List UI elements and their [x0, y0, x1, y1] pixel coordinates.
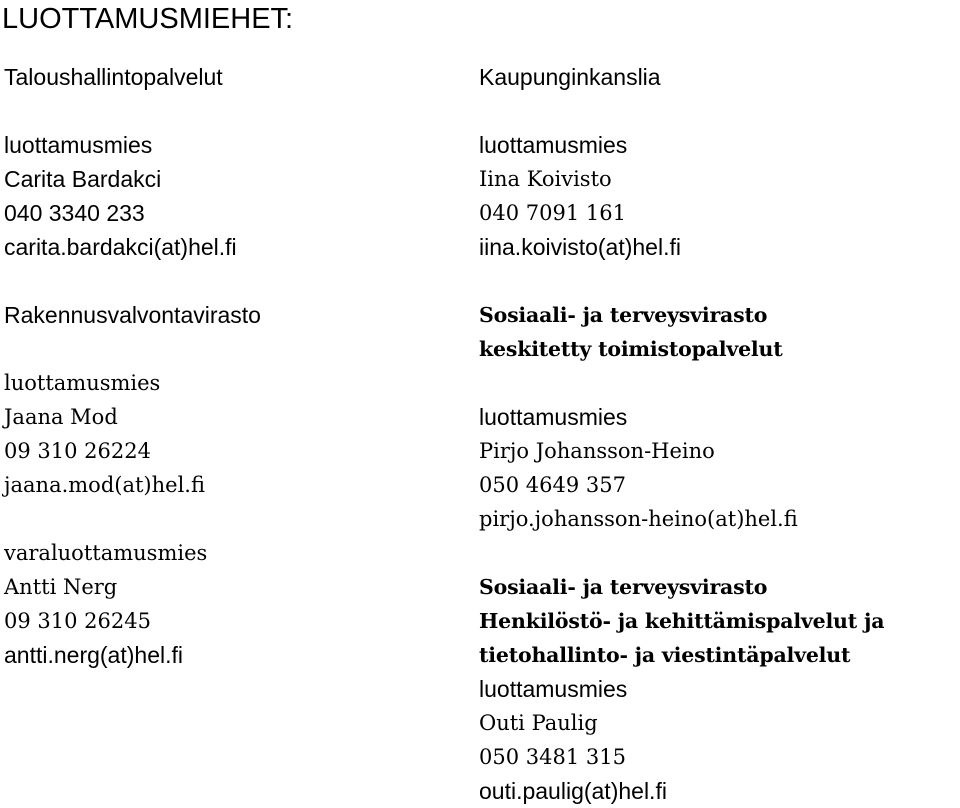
- department-subheading: tietohallinto- ja viestintäpalvelut: [479, 643, 851, 667]
- contact-phone: 050 3481 315: [479, 745, 626, 769]
- contact-name: Jaana Mod: [4, 405, 118, 429]
- contact-name: Carita Bardakci: [4, 166, 162, 192]
- deputy-email: antti.nerg(at)hel.fi: [4, 642, 183, 668]
- contact-role: luottamusmies: [4, 132, 153, 158]
- department-heading: Taloushallintopalvelut: [4, 64, 223, 90]
- contact-email: outi.paulig(at)hel.fi: [479, 778, 667, 804]
- contact-email: jaana.mod(at)hel.fi: [4, 473, 205, 497]
- contact-phone: 050 4649 357: [479, 473, 626, 497]
- contact-role: luottamusmies: [479, 676, 628, 702]
- deputy-role: varaluottamusmies: [4, 541, 208, 565]
- contact-phone: 040 7091 161: [479, 201, 626, 225]
- contact-email: iina.koivisto(at)hel.fi: [479, 234, 681, 260]
- contact-name: Iina Koivisto: [479, 167, 612, 191]
- contact-name: Pirjo Johansson-Heino: [479, 439, 715, 463]
- contact-rakennusvalvontavirasto: [4, 298, 464, 672]
- department-heading: Kaupunginkanslia: [479, 64, 661, 90]
- department-heading: Rakennusvalvontavirasto: [4, 302, 261, 328]
- contact-sosiaali-henkilosto: [479, 570, 957, 808]
- page-title: LUOTTAMUSMIEHET:: [2, 3, 294, 35]
- department-heading: Sosiaali- ja terveysvirasto: [479, 303, 768, 327]
- contact-role: luottamusmies: [479, 404, 628, 430]
- contact-role: luottamusmies: [479, 132, 628, 158]
- contact-role: luottamusmies: [4, 371, 161, 395]
- deputy-name: Antti Nerg: [4, 575, 118, 599]
- contact-kaupunginkanslia: [479, 60, 957, 264]
- contact-email: pirjo.johansson-heino(at)hel.fi: [479, 507, 798, 531]
- right-column: [479, 60, 957, 808]
- department-subheading: Henkilöstö- ja kehittämispalvelut ja: [479, 609, 885, 633]
- contact-sosiaali-keskitetty: [479, 298, 957, 536]
- deputy-phone: 09 310 26245: [4, 609, 151, 633]
- department-heading: Sosiaali- ja terveysvirasto: [479, 575, 768, 599]
- contact-name: Outi Paulig: [479, 711, 598, 735]
- contact-email: carita.bardakci(at)hel.fi: [4, 234, 237, 260]
- contact-taloushallintopalvelut: [4, 60, 464, 264]
- department-subheading: keskitetty toimistopalvelut: [479, 337, 783, 361]
- contact-phone: 040 3340 233: [4, 200, 145, 226]
- left-column: [4, 60, 464, 672]
- contact-phone: 09 310 26224: [4, 439, 151, 463]
